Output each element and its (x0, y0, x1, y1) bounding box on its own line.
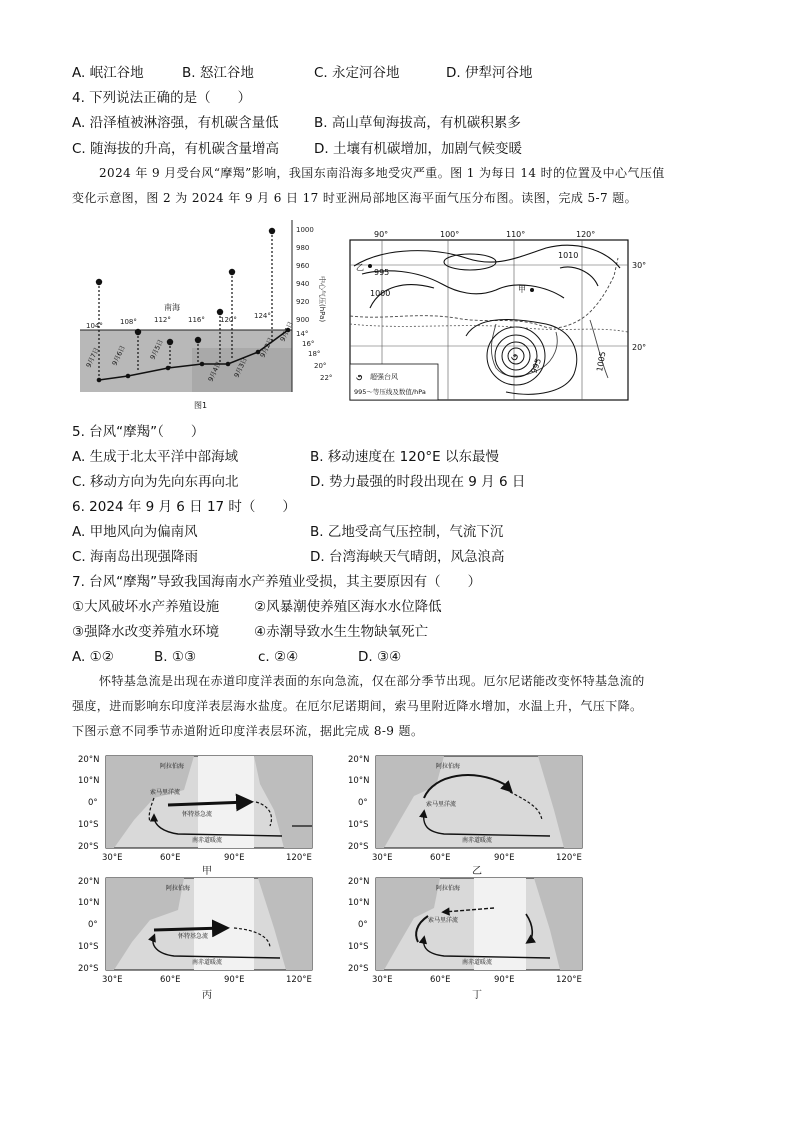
lat-tick: 0° (358, 798, 368, 808)
lon-tick: 120°E (286, 975, 312, 985)
q7-item-3: ③强降水改变养殖水环境 (72, 624, 220, 640)
fig1-y-axis-label: 中心气压(hPa) (318, 276, 326, 323)
fig2-lon-tick: 90° (374, 230, 389, 239)
q7-stem: 7. 台风“摩羯”导致我国海南水产养殖业受损，其主要原因有（ ） (72, 574, 482, 590)
panel-label-yi: 乙 (472, 866, 482, 876)
fig1-date-label: 9月3日 (232, 356, 249, 379)
current-intro-line-3: 下图示意不同季节赤道附近印度洋表层环流，据此完成 8-9 题。 (72, 724, 424, 738)
fig1-lat-tick: 20° (314, 362, 327, 370)
panel-label-bing: 丙 (202, 990, 212, 1001)
lon-tick: 30°E (372, 853, 393, 863)
figure-1-caption: 图1 (194, 401, 208, 410)
lat-tick: 10°N (348, 898, 370, 908)
lon-tick: 120°E (556, 853, 582, 863)
south-equatorial-label: 南赤道暖流 (192, 959, 223, 966)
q5-option-b: B. 移动速度在 120°E 以东最慢 (310, 449, 499, 465)
somali-current-label: 索马里洋流 (150, 789, 181, 796)
south-equatorial-label: 南赤道暖流 (462, 959, 493, 966)
lat-tick: 10°N (78, 776, 100, 786)
fig1-y-tick: 1000 (296, 226, 314, 234)
panel-label-jia: 甲 (202, 866, 212, 876)
typhoon-intro-line-2: 变化示意图，图 2 为 2024 年 9 月 6 日 17 时亚洲局部地区海平面气压分布图。读图，完成 5-7 题。 (72, 191, 638, 205)
fig1-date-label: 9月2日 (258, 336, 275, 359)
q7-option-c: c. ②④ (258, 649, 299, 665)
fig2-typhoon-symbol: ૭ (511, 352, 518, 363)
q6-option-d: D. 台湾海峡天气晴朗，风急浪高 (310, 549, 505, 565)
lat-tick: 0° (88, 798, 98, 808)
q6-stem: 6. 2024 年 9 月 6 日 17 时（ ） (72, 499, 296, 515)
fig2-lat-tick: 20° (632, 343, 647, 352)
legend-typhoon-label: 超强台风 (370, 373, 398, 381)
fig2-isobar-label: 1010 (558, 251, 579, 260)
fig1-date-label: 9月7日 (84, 346, 101, 369)
q3-option-b: B. 怒江谷地 (182, 65, 254, 81)
fig1-lat-tick: 22° (320, 374, 333, 382)
q4-option-b: B. 高山草甸海拔高，有机碳积累多 (314, 115, 521, 131)
wyrtki-jet-label: 怀特基急流 (182, 811, 213, 818)
fig1-y-tick: 920 (296, 298, 310, 306)
somali-current-label: 索马里洋流 (426, 801, 457, 808)
current-map-jia (74, 750, 324, 876)
figure-1-typhoon-track (72, 218, 338, 414)
q7-option-b: B. ①③ (154, 649, 197, 665)
lat-tick: 10°S (348, 820, 369, 830)
q7-option-a: A. ①② (72, 649, 114, 665)
fig1-y-tick: 900 (296, 316, 310, 324)
lat-tick: 20°N (78, 755, 100, 765)
fig2-lon-tick: 120° (576, 230, 596, 239)
lat-tick: 20°S (78, 842, 99, 852)
fig2-isobar-label: 1000 (370, 289, 391, 298)
q7-option-d: D. ③④ (358, 649, 402, 665)
q4-option-a: A. 沿泽植被淋溶强，有机碳含量低 (72, 115, 279, 131)
current-intro-line-1: 怀特基急流是出现在赤道印度洋表面的东向急流，仅在部分季节出现。厄尔尼诺能改变怀特基急流的 (99, 674, 645, 688)
fig2-point-a: 甲 (518, 285, 526, 294)
q6-option-c: C. 海南岛出现强降雨 (72, 549, 199, 565)
lon-tick: 90°E (494, 975, 515, 985)
fig1-lon-tick: 108° (120, 318, 137, 326)
lat-tick: 20°S (348, 842, 369, 852)
q7-item-1: ①大风破坏水产养殖设施 (72, 599, 220, 615)
q5-option-a: A. 生成于北太平洋中部海域 (72, 449, 239, 465)
lat-tick: 20°S (348, 964, 369, 974)
legend-isobar-label: 995～等压线及数值/hPa (354, 388, 426, 396)
lon-tick: 30°E (372, 975, 393, 985)
lat-tick: 20°N (78, 877, 100, 887)
lon-tick: 90°E (224, 975, 245, 985)
figure-2-pressure-map (346, 228, 658, 404)
typhoon-intro-line-1: 2024 年 9 月受台风“摩羯”影响，我国东南沿海多地受灾严重。图 1 为每日 14 时的位置及中心气压值 (99, 166, 665, 180)
lat-tick: 10°S (348, 942, 369, 952)
fig1-date-label: 9月4日 (206, 360, 223, 383)
q4-option-d: D. 土壤有机碳增加，加剧气候变暖 (314, 141, 522, 157)
fig1-date-label: 9月5日 (148, 338, 165, 361)
fig1-lat-tick: 18° (308, 350, 321, 358)
fig2-isobar-label: 1005 (595, 350, 608, 373)
fig1-sea-label: 南海 (164, 303, 180, 312)
lon-tick: 120°E (286, 853, 312, 863)
somali-current-label: 索马里洋流 (428, 917, 459, 924)
q7-item-2: ②风暴潮使养殖区海水水位降低 (254, 599, 442, 615)
lon-tick: 90°E (224, 853, 245, 863)
fig2-lon-tick: 110° (506, 230, 526, 239)
lat-tick: 20°N (348, 755, 370, 765)
sea-label: 阿拉伯海 (436, 885, 461, 892)
q7-item-4: ④赤潮导致水生生物缺氧死亡 (254, 624, 429, 640)
fig1-date-label: 9月6日 (110, 344, 127, 367)
fig1-lon-tick: 120° (220, 316, 237, 324)
fig1-lon-tick: 112° (154, 316, 171, 324)
lat-tick: 20°S (78, 964, 99, 974)
q4-option-c: C. 随海拔的升高，有机碳含量增高 (72, 141, 280, 157)
lon-tick: 30°E (102, 975, 123, 985)
fig2-isobar-label: 995 (529, 357, 544, 375)
q3-option-a: A. 岷江谷地 (72, 65, 144, 81)
fig1-lat-tick: 16° (302, 340, 315, 348)
lon-tick: 60°E (160, 975, 181, 985)
panel-label-ding: 丁 (472, 990, 482, 1001)
fig1-lon-tick: 116° (188, 316, 205, 324)
lat-tick: 10°N (78, 898, 100, 908)
lon-tick: 90°E (494, 853, 515, 863)
q3-option-d: D. 伊犁河谷地 (446, 65, 533, 81)
sea-label: 阿拉伯海 (166, 885, 191, 892)
q5-option-d: D. 势力最强的时段出现在 9 月 6 日 (310, 474, 526, 490)
lon-tick: 60°E (430, 975, 451, 985)
sea-label: 阿拉伯海 (436, 763, 461, 770)
q5-stem: 5. 台风“摩羯”（ ） (72, 424, 205, 440)
q4-stem: 4. 下列说法正确的是（ ） (72, 90, 252, 106)
q3-option-c: C. 永定河谷地 (314, 65, 400, 81)
wyrtki-jet-label: 怀特基急流 (178, 933, 209, 940)
south-equatorial-label: 南赤道暖流 (192, 837, 223, 844)
lon-tick: 30°E (102, 853, 123, 863)
lat-tick: 10°N (348, 776, 370, 786)
fig2-lon-tick: 100° (440, 230, 460, 239)
lon-tick: 60°E (160, 853, 181, 863)
current-map-bing (74, 872, 324, 1002)
fig1-y-tick: 980 (296, 244, 310, 252)
q5-option-c: C. 移动方向为先向东再向北 (72, 474, 239, 490)
south-equatorial-label: 南赤道暖流 (462, 837, 493, 844)
fig2-lat-tick: 30° (632, 261, 647, 270)
lat-tick: 0° (358, 920, 368, 930)
lon-tick: 60°E (430, 853, 451, 863)
typhoon-legend-icon: ૭ (356, 373, 363, 383)
lat-tick: 10°S (78, 942, 99, 952)
current-map-yi (344, 750, 594, 876)
fig1-lon-tick: 124° (254, 312, 271, 320)
lon-tick: 120°E (556, 975, 582, 985)
fig1-lon-tick: 104° (86, 322, 103, 330)
fig2-isobar-label: 995 (374, 268, 390, 277)
sea-label: 阿拉伯海 (160, 763, 185, 770)
lat-tick: 10°S (78, 820, 99, 830)
fig1-date-label: 9月1日 (278, 320, 295, 343)
q6-option-b: B. 乙地受高气压控制，气流下沉 (310, 524, 504, 540)
lat-tick: 20°N (348, 877, 370, 887)
fig1-lat-tick: 14° (296, 330, 309, 338)
current-intro-line-2: 强度，进而影响东印度洋表层海水盐度。在厄尔尼诺期间，索马里附近降水增加，水温上升，气压下降。 (72, 699, 643, 713)
fig1-y-tick: 960 (296, 262, 310, 270)
fig1-y-tick: 940 (296, 280, 310, 288)
lat-tick: 0° (88, 920, 98, 930)
fig2-point-b: 乙 (356, 263, 364, 272)
q6-option-a: A. 甲地风向为偏南风 (72, 524, 198, 540)
current-map-ding (344, 872, 594, 1002)
